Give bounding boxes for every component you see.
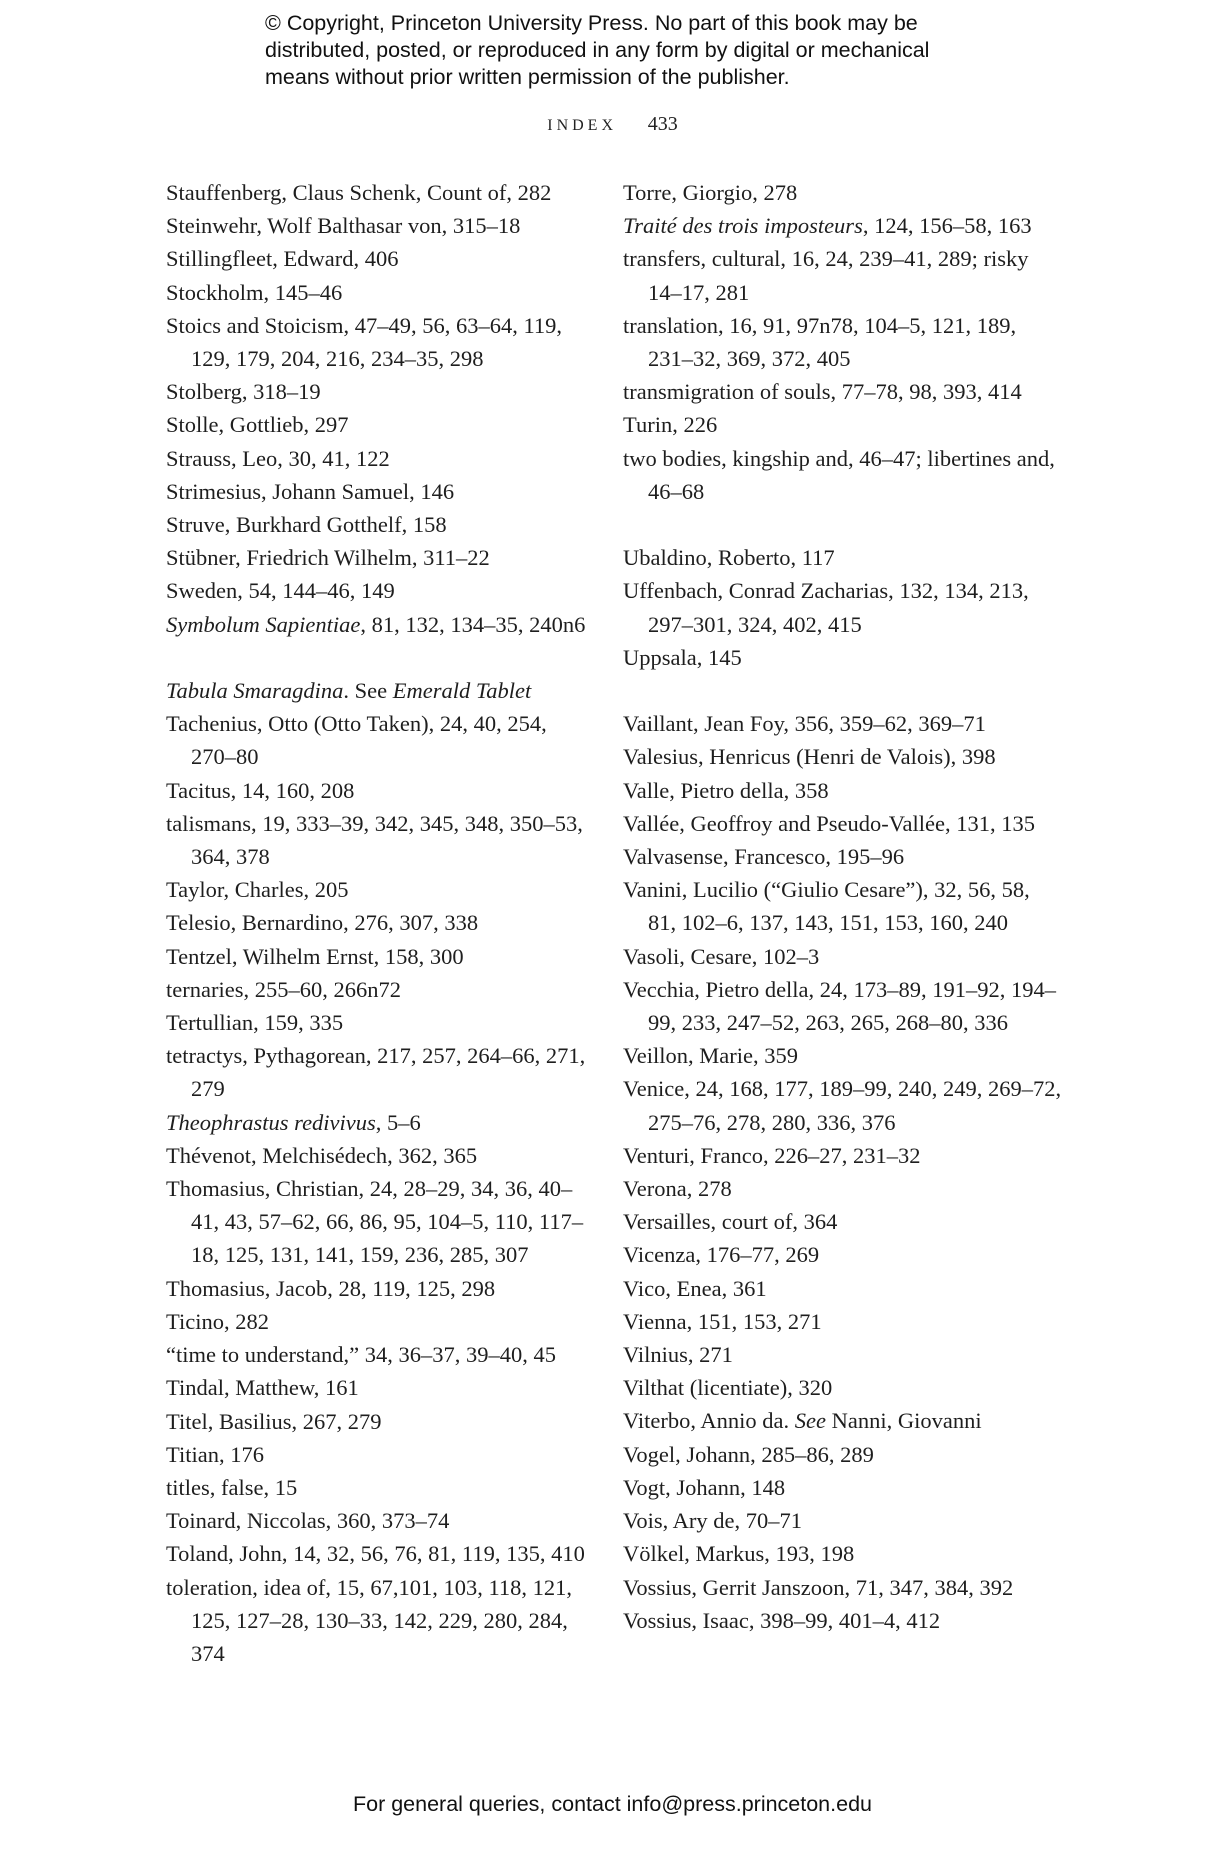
index-entry-text: Thomasius, Jacob, 28, 119, 125, 298 [166,1275,496,1301]
index-entry-text: , 5–6 [375,1109,421,1135]
index-entry [623,1238,1063,1271]
index-entry [166,1305,596,1338]
index-entry-text: Stoics and Stoicism, 47–49, 56, 63–64, 119, 129, 179, 204, 216, 234–35, 298 [166,312,563,372]
index-entry [623,1537,1063,1570]
index-entry-text: Vois, Ary de, 70–71 [623,1508,802,1534]
running-head-label: INDEX [547,117,617,134]
index-entry [166,1172,596,1272]
index-entry [623,1604,1063,1637]
index-entry [166,906,596,939]
index-entry [166,408,596,441]
index-entry-text: Strimesius, Johann Samuel, 146 [166,478,455,504]
index-entry [166,242,596,275]
index-entry-text: Versailles, court of, 364 [623,1209,838,1235]
letter-group-spacer [623,674,1063,707]
running-head [0,113,1225,136]
index-entry-text: ternaries, 255–60, 266n72 [166,976,401,1002]
index-entry-text: Tacitus, 14, 160, 208 [166,777,355,803]
index-entry-text: Strauss, Leo, 30, 41, 122 [166,445,390,471]
index-entry-text: Valvasense, Francesco, 195–96 [623,844,905,870]
index-entry [166,1371,596,1404]
index-entry-text: transfers, cultural, 16, 24, 239–41, 289; risky 14–17, 281 [623,246,1029,305]
index-entry-text: Verona, 278 [623,1176,732,1202]
index-entry-text: Stolberg, 318–19 [166,379,321,405]
index-entry [623,940,1063,973]
index-entry-text: toleration, idea of, 15, 67,101, 103, 118, 121, 125, 127–28, 130–33, 142, 229, 280, 284, 374 [166,1574,572,1666]
index-entry-text: Struve, Burkhard Gotthelf, 158 [166,512,447,538]
footer-contact: For general queries, contact info@press.princeton.edu [352,1792,872,1816]
copyright-line: means without prior written permission of the publisher. [265,65,790,89]
index-entry-text: Tertullian, 159, 335 [166,1010,344,1036]
index-entry-text: Thomasius, Christian, 24, 28–29, 34, 36, 40–41, 43, 57–62, 66, 86, 95, 104–5, 110, 117–18, 125, 131, 141, 159, 236, 285, 307 [166,1176,584,1268]
index-entry [166,1139,596,1172]
index-entry-text: Vecchia, Pietro della, 24, 173–89, 191–92, 194–99, 233, 247–52, 263, 265, 268–80, 336 [623,976,1057,1036]
index-entry [166,973,596,1006]
index-entry [166,1106,596,1139]
index-entry [166,674,596,707]
index-entry [623,774,1063,807]
index-entry-text: Stockholm, 145–46 [166,279,343,305]
index-entry [623,1571,1063,1604]
index-entry-text: Steinwehr, Wolf Balthasar von, 315–18 [166,213,521,239]
index-entry [166,1039,596,1105]
index-entry-text: Vilnius, 271 [623,1342,733,1368]
index-entry-text: Uppsala, 145 [623,644,742,670]
index-entry-text: Vienna, 151, 153, 271 [623,1308,822,1334]
index-entry [166,774,596,807]
index-entry [623,807,1063,840]
index-entry-text: Nanni, Giovanni [825,1408,982,1434]
index-entry [623,873,1063,939]
index-entry-text: Valesius, Henricus (Henri de Valois), 398 [623,744,996,770]
index-entry-text: , 81, 132, 134–35, 240n6 [360,611,586,637]
index-entry-text: Stauffenberg, Claus Schenk, Count of, 282 [166,180,552,205]
index-entry [166,176,596,209]
index-entry-title: Emerald Tablet [392,678,532,704]
index-entry [623,541,1063,574]
index-entry [623,408,1063,441]
index-entry [166,508,596,541]
index-entry [166,873,596,906]
index-entry [623,1471,1063,1504]
index-entry-text: Venturi, Franco, 226–27, 231–32 [623,1142,921,1168]
index-entry-text: . See [343,678,393,704]
index-entry-title: Theophrastus redivivus [166,1109,376,1135]
index-entry-text: Sweden, 54, 144–46, 149 [166,578,395,604]
index-entry-text: Stillingfleet, Edward, 406 [166,246,399,272]
index-entry-text: Ticino, 282 [166,1308,269,1334]
index-entry-text: Titian, 176 [166,1441,264,1467]
index-entry [166,1272,596,1305]
index-entry-text: Toinard, Niccolas, 360, 373–74 [166,1508,450,1534]
index-entry-text: Vogel, Johann, 285–86, 289 [623,1441,874,1467]
index-entry [623,375,1063,408]
index-entry [623,1371,1063,1404]
copyright-line: © Copyright, Princeton University Press. No part of this book may be [265,11,918,35]
index-entry-text: translation, 16, 91, 97n78, 104–5, 121, 189, 231–32, 369, 372, 405 [623,312,1017,372]
index-entry [166,1537,596,1570]
index-entry-text: tetractys, Pythagorean, 217, 257, 264–66, 271, 279 [166,1043,586,1102]
index-entry-text: Vasoli, Cesare, 102–3 [623,943,820,969]
index-entry [623,209,1063,242]
index-entry-text: Ubaldino, Roberto, 117 [623,545,835,571]
index-entry [166,608,596,641]
index-entry-text: titles, false, 15 [166,1474,298,1500]
index-entry-text: Vanini, Lucilio (“Giulio Cesare”), 32, 56, 58, 81, 102–6, 137, 143, 151, 153, 160, 240 [623,877,1030,936]
copyright-notice [265,10,1025,91]
index-entry [166,541,596,574]
index-entry-text: Vossius, Gerrit Janszoon, 71, 347, 384, 392 [623,1574,1014,1600]
letter-group-spacer [166,641,596,674]
index-entry [166,309,596,375]
index-entry-text: “time to understand,” 34, 36–37, 39–40, 45 [166,1342,556,1368]
index-entry [623,309,1063,375]
index-entry-text: Tachenius, Otto (Otto Taken), 24, 40, 254, 270–80 [166,711,547,770]
index-entry [166,276,596,309]
index-entry-text: Völkel, Markus, 193, 198 [623,1541,855,1567]
index-entry-text: Vicenza, 176–77, 269 [623,1242,820,1268]
index-entry-text: talismans, 19, 333–39, 342, 345, 348, 350–53, 364, 378 [166,810,583,870]
index-entry-text: Titel, Basilius, 267, 279 [166,1408,382,1434]
index-entry [166,1504,596,1537]
index-entry-text: Veillon, Marie, 359 [623,1043,798,1069]
index-entry [166,1338,596,1371]
index-entry [166,807,596,873]
index-entry [623,1438,1063,1471]
index-entry-text: Telesio, Bernardino, 276, 307, 338 [166,910,479,936]
index-entry [623,1272,1063,1305]
index-entry [623,840,1063,873]
index-entry-text: Valle, Pietro della, 358 [623,777,829,803]
index-entry [623,973,1063,1039]
index-entry-title: Traité des trois imposteurs [623,213,863,239]
index-entry-title: See [794,1408,826,1434]
copyright-line: distributed, posted, or reproduced in any form by digital or mechanical [265,38,930,62]
index-entry [623,707,1063,740]
index-entry [166,574,596,607]
index-entry-text: Viterbo, Annio da. [623,1408,795,1434]
index-entry [623,442,1063,508]
index-entry-text: two bodies, kingship and, 46–47; libertines and, 46–68 [623,445,1055,504]
index-column-right [623,176,1063,1637]
index-entry [166,375,596,408]
index-entry-title: Tabula Smaragdina [166,678,344,704]
index-entry-text: Vossius, Isaac, 398–99, 401–4, 412 [623,1607,941,1633]
index-entry [166,442,596,475]
index-entry [623,1305,1063,1338]
index-entry [623,242,1063,308]
index-entry [166,1006,596,1039]
index-entry-title: Symbolum Sapientiae [166,611,361,637]
index-entry-text: Vico, Enea, 361 [623,1275,767,1301]
index-entry-text: Turin, 226 [623,412,718,438]
index-entry [623,574,1063,640]
index-entry [623,740,1063,773]
index-entry [166,475,596,508]
page-number: 433 [647,113,678,135]
index-entry [166,1405,596,1438]
index-entry-text: Stübner, Friedrich Wilhelm, 311–22 [166,545,490,571]
index-entry-text: Taylor, Charles, 205 [166,877,349,903]
index-entry-text: Thévenot, Melchisédech, 362, 365 [166,1142,478,1168]
index-entry [166,707,596,773]
index-entry [166,1471,596,1504]
index-entry [623,641,1063,674]
index-entry-text: Tindal, Matthew, 161 [166,1375,359,1401]
index-entry [166,1438,596,1471]
index-entry [623,1338,1063,1371]
index-entry-text: Venice, 24, 168, 177, 189–99, 240, 249, 269–72, 275–76, 278, 280, 336, 376 [623,1076,1062,1135]
index-entry [623,176,1063,209]
index-entry-text: Vaillant, Jean Foy, 356, 359–62, 369–71 [623,711,986,737]
index-entry [623,1072,1063,1138]
index-entry-text: Vilthat (licentiate), 320 [623,1375,833,1401]
index-entry-text: Tentzel, Wilhelm Ernst, 158, 300 [166,943,464,969]
index-entry [166,1571,596,1671]
index-entry-text: Stolle, Gottlieb, 297 [166,412,349,438]
index-entry-text: Uffenbach, Conrad Zacharias, 132, 134, 213, 297–301, 324, 402, 415 [623,578,1029,637]
index-entry [623,1139,1063,1172]
index-entry-text: Toland, John, 14, 32, 56, 76, 81, 119, 135, 410 [166,1541,585,1567]
index-entry [166,209,596,242]
index-entry [166,940,596,973]
letter-group-spacer [623,508,1063,541]
index-entry [623,1039,1063,1072]
index-entry [623,1404,1063,1437]
index-entry [623,1504,1063,1537]
index-entry [623,1172,1063,1205]
index-entry [623,1205,1063,1238]
index-entry-text: Vallée, Geoffroy and Pseudo-Vallée, 131, 135 [623,810,1035,836]
index-entry-text: Torre, Giorgio, 278 [623,180,798,205]
index-column-left [166,176,596,1670]
index-entry-text: Vogt, Johann, 148 [623,1474,786,1500]
index-entry-text: transmigration of souls, 77–78, 98, 393, 414 [623,379,1022,405]
index-entry-text: , 124, 156–58, 163 [862,213,1032,239]
